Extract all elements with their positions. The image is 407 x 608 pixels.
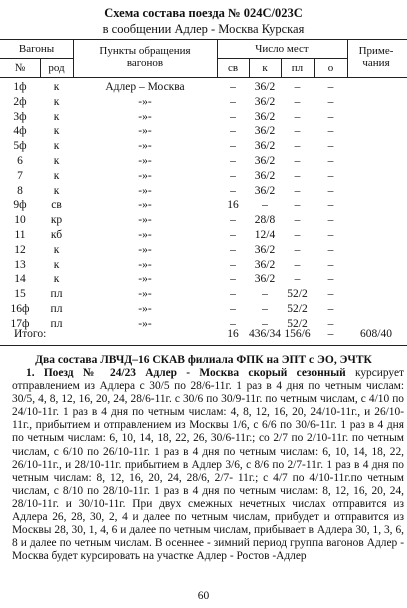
cell-o: – <box>327 288 334 301</box>
cell-pl: – <box>294 258 301 271</box>
cell-kind: пл <box>50 288 63 301</box>
table-row <box>0 273 407 286</box>
cell-k: 36/2 <box>254 110 276 123</box>
cell-o: – <box>327 317 334 330</box>
cell-pl: – <box>294 81 301 93</box>
cell-k: 12/4 <box>254 229 276 241</box>
cell-sv: 16 <box>227 199 239 212</box>
table-row <box>0 111 407 124</box>
cell-points: -»- <box>138 243 152 256</box>
cell-num: 5ф <box>13 140 27 153</box>
cell-sv: – <box>230 303 236 315</box>
cell-sv: – <box>230 184 236 197</box>
cell-sv: – <box>230 229 236 241</box>
cell-pl: – <box>294 140 301 153</box>
table-row <box>0 214 407 227</box>
cell-o: – <box>327 214 334 227</box>
cell-kind: пл <box>50 303 63 315</box>
cell-points: -»- <box>138 317 152 330</box>
cell-sv: – <box>230 95 236 108</box>
cell-sv: – <box>230 288 236 301</box>
page-number: 60 <box>197 590 210 602</box>
cell-o: – <box>327 303 334 315</box>
table-total-row <box>0 328 407 341</box>
cell-k: 36/2 <box>254 95 276 108</box>
cell-points: -»- <box>138 258 152 271</box>
cell-o: – <box>327 184 334 197</box>
cell-k: – <box>262 303 268 315</box>
cell-sv: – <box>230 273 236 286</box>
cell-kind: к <box>53 258 60 271</box>
cell-num: 14 <box>14 273 26 286</box>
cell-points: -»- <box>138 199 152 212</box>
cell-o: – <box>327 95 334 108</box>
cell-kind: к <box>53 81 60 93</box>
cell-sv: – <box>230 169 236 182</box>
cell-pl: – <box>294 95 301 108</box>
cell-kind: к <box>53 155 60 167</box>
cell-sv: – <box>230 125 236 138</box>
header-pl: пл <box>291 62 304 74</box>
cell-o: – <box>327 81 334 93</box>
header-o: о <box>327 62 334 74</box>
cell-kind: к <box>53 169 60 182</box>
cell-o: – <box>327 125 334 138</box>
table-bottom-rule <box>0 345 407 346</box>
cell-o: – <box>327 258 334 271</box>
cell-pl: – <box>294 199 301 212</box>
cell-k: 36/2 <box>254 169 276 182</box>
cell-pl: – <box>294 229 301 241</box>
cell-kind: к <box>53 243 60 256</box>
cell-o: – <box>327 229 334 241</box>
cell-kind: кб <box>50 229 63 241</box>
paragraph-body: курсирует отправлением из Адлера с 30/5 по 28/6-11г. 1 раз в 4 дня по четным числам: 30/5, 4, 8, 12, 16, 20, 24, 28/6-11г. с 30/6 по 30/9-11г. по четным числам, с 4/10 по 24/10-11г. 1 раз в 4 дня по четным числам: 4, 8, 12, 16, 20, 24/10-11г., и 26/10-11г., прибытием и отправлением из Москвы 1/6, с 6/6 по 30/6-11г. 1 раз в 4 дня по четным числам: 6, 10, 14, 18, 22, 26, 30/6-11г.; со 2/7 по 2/10-11г. по четным числам, с 6/10 по 26/10-11г. 1 раз в 4 дня по четным числам: 6, 10, 14, 18, 22, 26/10-11г., и 28/10-11г. прибытием в Адлер 3/6, с 8/6 по 2/7-11г. 1 раз в 4 дня по четным числам: 8, 12, 16, 20, 24, 28/6, 2/7- 11г.; с 4/7 по 4/10-11г.по четным числам, с 8/10 по 28/10-11г. 1 раз в 4 дня по четным числам: 8, 12, 16, 20, 24, 28/10-11г. и 30/10-11г. При двух смежных нечетных числах отправится из Адлера 26, 28, 30, 2, 4 и далее по четным числам, прибудет и отправится из Москвы 28, 30, 1, 4, 6 и далее по четным числам, прибывает в Адлера 30, 1, 3, 6, 8 и далее по четным числам. В осеннее - зимний период группа вагонов Адлер - Москва будет курсировать на участке Адлер - Ростов -Адлер <box>12 367 405 563</box>
cell-k: 36/2 <box>254 273 276 286</box>
cell-kind: кр <box>50 214 63 227</box>
cell-o: – <box>327 169 334 182</box>
cell-points: -»- <box>138 184 152 197</box>
cell-k: 36/2 <box>254 81 276 93</box>
cell-pl: – <box>294 273 301 286</box>
cell-num: 15 <box>14 288 26 301</box>
cell-points: -»- <box>138 288 152 301</box>
table-row <box>0 96 407 109</box>
header-wagons: Вагоны <box>18 43 55 55</box>
total-notes: 608/40 <box>360 328 392 340</box>
cell-o: – <box>327 199 334 212</box>
cell-k: 36/2 <box>254 155 276 167</box>
table-row <box>0 155 407 168</box>
cell-pl: – <box>294 243 301 256</box>
cell-o: – <box>327 273 334 286</box>
cell-points: -»- <box>138 229 152 241</box>
section-title: Два состава ЛВЧД–16 СКАВ филиала ФПК на ЭПТ с ЭО, ЭЧТК <box>35 354 372 366</box>
header-kind: род <box>48 62 65 74</box>
header-notes: Приме-чания <box>358 45 394 69</box>
cell-points: -»- <box>138 155 152 167</box>
cell-k: – <box>262 317 268 330</box>
total-label: Итого: <box>14 328 47 340</box>
cell-points: Адлер – Москва <box>105 81 185 93</box>
cell-num: 9ф <box>13 199 27 212</box>
cell-kind: к <box>53 95 60 108</box>
table-row <box>0 185 407 198</box>
total-k: 436/34 <box>249 328 281 340</box>
cell-k: – <box>262 288 268 301</box>
cell-kind: к <box>53 273 60 286</box>
cell-k: 28/8 <box>254 214 276 227</box>
cell-sv: – <box>230 81 236 93</box>
cell-pl: 52/2 <box>287 317 308 330</box>
header-seats: Число мест <box>255 43 309 55</box>
table-row <box>0 81 407 94</box>
cell-pl: 52/2 <box>287 303 308 315</box>
cell-o: – <box>327 155 334 167</box>
header-points: Пункты обращения вагонов <box>99 45 191 69</box>
total-pl: 156/6 <box>284 328 311 340</box>
cell-points: -»- <box>138 273 152 286</box>
cell-num: 10 <box>14 214 26 227</box>
cell-pl: – <box>294 214 301 227</box>
cell-sv: – <box>230 155 236 167</box>
cell-kind: к <box>53 140 60 153</box>
cell-sv: – <box>230 317 236 330</box>
cell-pl: – <box>294 184 301 197</box>
cell-num: 8 <box>17 184 23 197</box>
table-row <box>0 288 407 301</box>
cell-pl: – <box>294 155 301 167</box>
cell-k: 36/2 <box>254 125 276 138</box>
cell-pl: 52/2 <box>287 288 308 301</box>
cell-pl: – <box>294 125 301 138</box>
cell-points: -»- <box>138 169 152 182</box>
cell-points: -»- <box>138 125 152 138</box>
table-row <box>0 244 407 257</box>
cell-k: 36/2 <box>254 258 276 271</box>
table-row <box>0 303 407 316</box>
cell-sv: – <box>230 140 236 153</box>
cell-sv: – <box>230 258 236 271</box>
cell-num: 3ф <box>13 110 27 123</box>
paragraph-lead: 1. Поезд № 24/23 Адлер - Москва скорый сезонный <box>26 367 346 379</box>
header-k: к <box>262 62 268 74</box>
table-row <box>0 170 407 183</box>
header-divider <box>73 39 74 77</box>
header-mid-rule-left <box>0 58 73 59</box>
cell-o: – <box>327 110 334 123</box>
header-num: № <box>14 62 26 74</box>
page-title: Схема состава поезда № 024С/023С <box>104 6 303 20</box>
cell-num: 12 <box>14 243 26 256</box>
cell-num: 17ф <box>10 317 30 330</box>
header-sv: св <box>227 62 239 74</box>
cell-sv: – <box>230 214 236 227</box>
cell-num: 16ф <box>10 303 30 315</box>
table-row <box>0 125 407 138</box>
cell-pl: – <box>294 169 301 182</box>
cell-num: 1ф <box>13 81 27 93</box>
cell-pl: – <box>294 110 301 123</box>
table-top-rule <box>0 39 407 40</box>
cell-kind: к <box>53 184 60 197</box>
cell-num: 7 <box>17 169 23 182</box>
table-row <box>0 140 407 153</box>
cell-num: 13 <box>14 258 26 271</box>
cell-num: 4ф <box>13 125 27 138</box>
cell-num: 11 <box>14 229 26 241</box>
cell-k: 36/2 <box>254 243 276 256</box>
cell-num: 6 <box>17 155 23 167</box>
table-row <box>0 229 407 242</box>
cell-sv: – <box>230 243 236 256</box>
table-row <box>0 259 407 272</box>
cell-kind: пл <box>50 317 63 330</box>
table-row <box>0 199 407 212</box>
total-o: – <box>327 328 334 340</box>
cell-points: -»- <box>138 110 152 123</box>
cell-points: -»- <box>138 140 152 153</box>
cell-o: – <box>327 140 334 153</box>
body-paragraph <box>12 367 404 563</box>
cell-o: – <box>327 243 334 256</box>
cell-kind: св <box>51 199 62 212</box>
cell-k: 36/2 <box>254 184 276 197</box>
cell-kind: к <box>53 110 60 123</box>
cell-sv: – <box>230 110 236 123</box>
cell-k: – <box>262 199 268 212</box>
cell-num: 2ф <box>13 95 27 108</box>
cell-kind: к <box>53 125 60 138</box>
header-mid-rule-seats <box>217 58 347 59</box>
cell-k: 36/2 <box>254 140 276 153</box>
cell-points: -»- <box>138 214 152 227</box>
page-subtitle: в сообщении Адлер - Москва Курская <box>102 22 305 36</box>
header-bottom-rule <box>0 77 407 78</box>
total-sv: 16 <box>227 328 239 340</box>
cell-points: -»- <box>138 95 152 108</box>
cell-points: -»- <box>138 303 152 315</box>
header-divider <box>347 39 348 77</box>
